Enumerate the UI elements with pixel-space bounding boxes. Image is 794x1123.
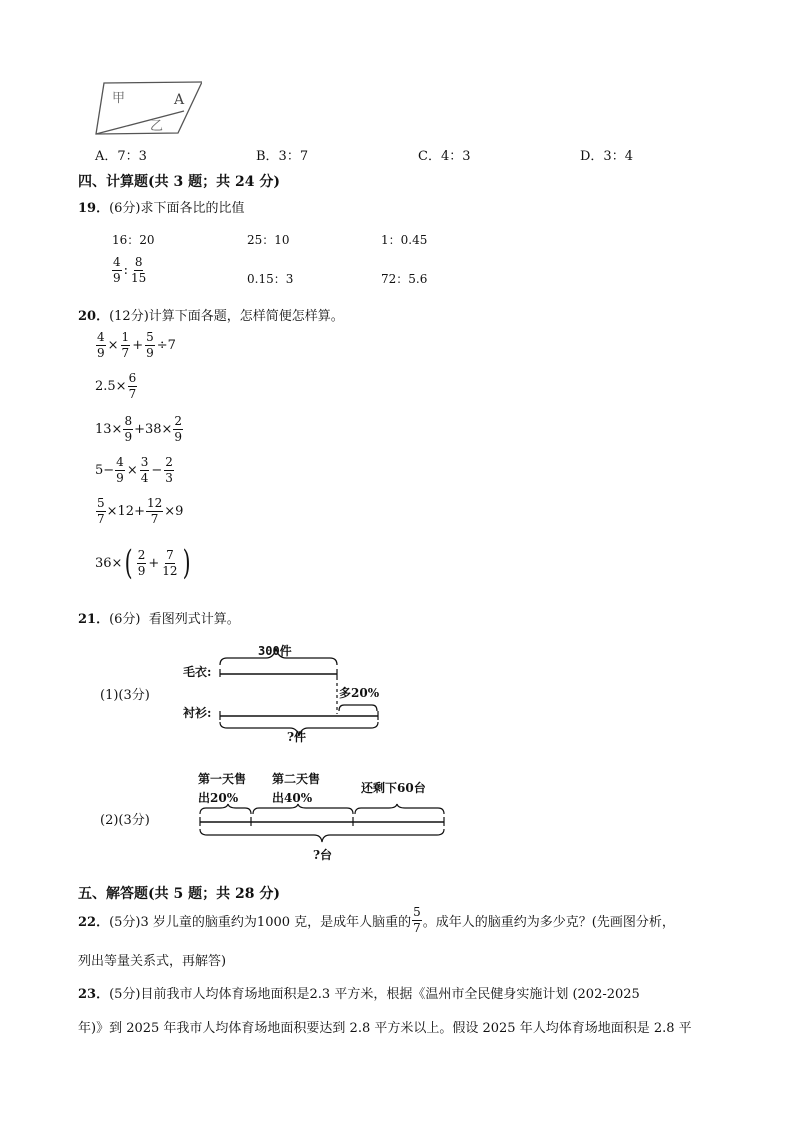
q21-part2-diagram xyxy=(195,802,450,852)
q21-p2-day2-line1: 第二天售 xyxy=(272,772,321,786)
fraction: $\frac{2}{3}$ xyxy=(165,455,173,485)
fraction: $\frac{3}{4}$ xyxy=(140,455,149,485)
q21-p2-day1-line1: 第一天售 xyxy=(198,772,247,786)
q20-number: 20． xyxy=(78,309,110,324)
q22-line1: 22． (5分) 3 岁儿童的脑重约为1000 克，是成年人脑重的 $\frac{5}{7}$ 。成年人的脑重约为多少克？(先画图分析， xyxy=(78,905,675,935)
fraction: $\frac{12}{7}$ xyxy=(146,496,163,526)
q23-score: (5分) xyxy=(109,987,141,1002)
q20-score: (12分) xyxy=(109,309,149,324)
fraction: $\frac{4}{9}$ xyxy=(113,255,121,285)
q19-number: 19． xyxy=(78,201,110,216)
extra-brace xyxy=(339,705,377,711)
total-brace xyxy=(200,829,444,842)
option-a: A．7：3 xyxy=(95,149,147,164)
option-d: D．3：4 xyxy=(580,149,633,164)
fraction: $\frac{5}{9}$ xyxy=(146,330,154,360)
fraction: $\frac{5}{7}$ xyxy=(413,905,421,935)
q19-ratio-6: 72：5.6 xyxy=(381,272,428,286)
fraction: $\frac{4}{9}$ xyxy=(116,455,124,485)
q20-header xyxy=(78,305,344,324)
diagonal-line xyxy=(96,111,184,134)
fraction: $\frac{1}{7}$ xyxy=(121,330,130,360)
q21-part1-label: (1)(3分) xyxy=(100,688,150,703)
q21-p2-day1-line2: 出20% xyxy=(198,791,239,805)
q23-line1: 23．(5分)目前我市人均体育场地面积是2.3 平方米，根据《温州市全民健身实施计划 (202-2025 xyxy=(78,987,640,1002)
q19-ratio-3: 1：0.45 xyxy=(381,233,428,247)
q22-score: (5分) xyxy=(109,915,141,930)
q19-ratio-1: 16：20 xyxy=(112,233,155,247)
label-jia: 甲 xyxy=(112,91,126,106)
q21-p1-sweater-label: 毛衣: xyxy=(183,665,212,679)
q22-number: 22． xyxy=(78,915,110,930)
rest-brace xyxy=(355,804,444,814)
fraction: $\frac{7}{12}$ xyxy=(162,547,178,578)
q21-number: 21． xyxy=(78,612,110,627)
day1-brace xyxy=(200,804,251,814)
fraction: $\frac{8}{15}$ xyxy=(131,255,147,285)
q21-p2-total-label: ?台 xyxy=(313,848,333,862)
q19-header xyxy=(78,197,245,216)
fraction: $\frac{4}{9}$ xyxy=(97,330,105,360)
q21-p1-total-label: ?件 xyxy=(287,730,307,744)
label-yi: 乙 xyxy=(150,119,164,134)
label-a: A xyxy=(174,92,185,108)
q21-text: 看图列式计算。 xyxy=(148,612,240,627)
fraction: $\frac{5}{7}$ xyxy=(97,496,105,526)
fraction: $\frac{2}{9}$ xyxy=(137,547,146,578)
q19-text: 求下面各比的比值 xyxy=(140,201,245,216)
q20-expression-3: 13× $\frac{8}{9}$ +38× $\frac{2}{9}$ xyxy=(95,414,183,444)
q19-score: (6分) xyxy=(109,201,141,216)
q20-expression-1: $\frac{4}{9}$ × $\frac{1}{7}$ + $\frac{5}{9}$ ÷7 xyxy=(97,330,176,360)
q22-line2: 列出等量关系式，再解答) xyxy=(78,954,227,969)
q21-p1-more-label: 多20% xyxy=(339,686,380,700)
q21-p2-rest-label: 还剩下60台 xyxy=(361,781,426,795)
q21-p1-top-label: 300件 xyxy=(258,644,292,658)
option-c: C．4：3 xyxy=(418,149,471,164)
option-b: B．3：7 xyxy=(256,149,309,164)
q20-expression-6: 36× ( $\frac{2}{9}$ + $\frac{7}{12}$ ) xyxy=(95,543,191,583)
fraction: $\frac{8}{9}$ xyxy=(124,414,133,444)
day2-brace xyxy=(253,804,353,814)
right-paren: ) xyxy=(182,543,191,583)
q23-line2: 年)》到 2025 年我市人均体育场地面积要达到 2.8 平方米以上。假设 2025 年人均体育场地面积是 2.8 平 xyxy=(78,1021,692,1036)
q19-ratio-2: 25：10 xyxy=(247,233,290,247)
quadrilateral-figure xyxy=(90,78,202,140)
quadrilateral-outline xyxy=(96,82,202,134)
q20-expression-4: 5− $\frac{4}{9}$ × $\frac{3}{4}$ − $\frac{2}{3}$ xyxy=(95,455,173,485)
fraction: $\frac{6}{7}$ xyxy=(128,371,137,401)
q20-expression-5: $\frac{5}{7}$ ×12+ $\frac{12}{7}$ ×9 xyxy=(97,496,184,526)
q21-header xyxy=(78,608,240,627)
section-5-title: 五、解答题(共 5 题；共 28 分) xyxy=(78,886,280,902)
q21-score: (6分) xyxy=(109,612,141,627)
fraction: $\frac{2}{9}$ xyxy=(174,414,183,444)
left-paren: ( xyxy=(125,543,134,583)
q21-p2-day2-line2: 出40% xyxy=(272,791,313,805)
q19-ratio-5: 0.15：3 xyxy=(247,272,294,286)
q20-text: 计算下面各题，怎样简便怎样算。 xyxy=(148,309,344,324)
q20-expression-2: 2.5× $\frac{6}{7}$ xyxy=(95,371,137,401)
q21-part2-label: (2)(3分) xyxy=(100,813,150,828)
q23-number: 23． xyxy=(78,987,110,1002)
section-4-title: 四、计算题(共 3 题；共 24 分) xyxy=(78,174,280,190)
q19-ratio-4: $\frac{4}{9}$ : $\frac{8}{15}$ xyxy=(113,255,147,285)
q21-p1-shirt-label: 衬衫: xyxy=(183,706,212,720)
